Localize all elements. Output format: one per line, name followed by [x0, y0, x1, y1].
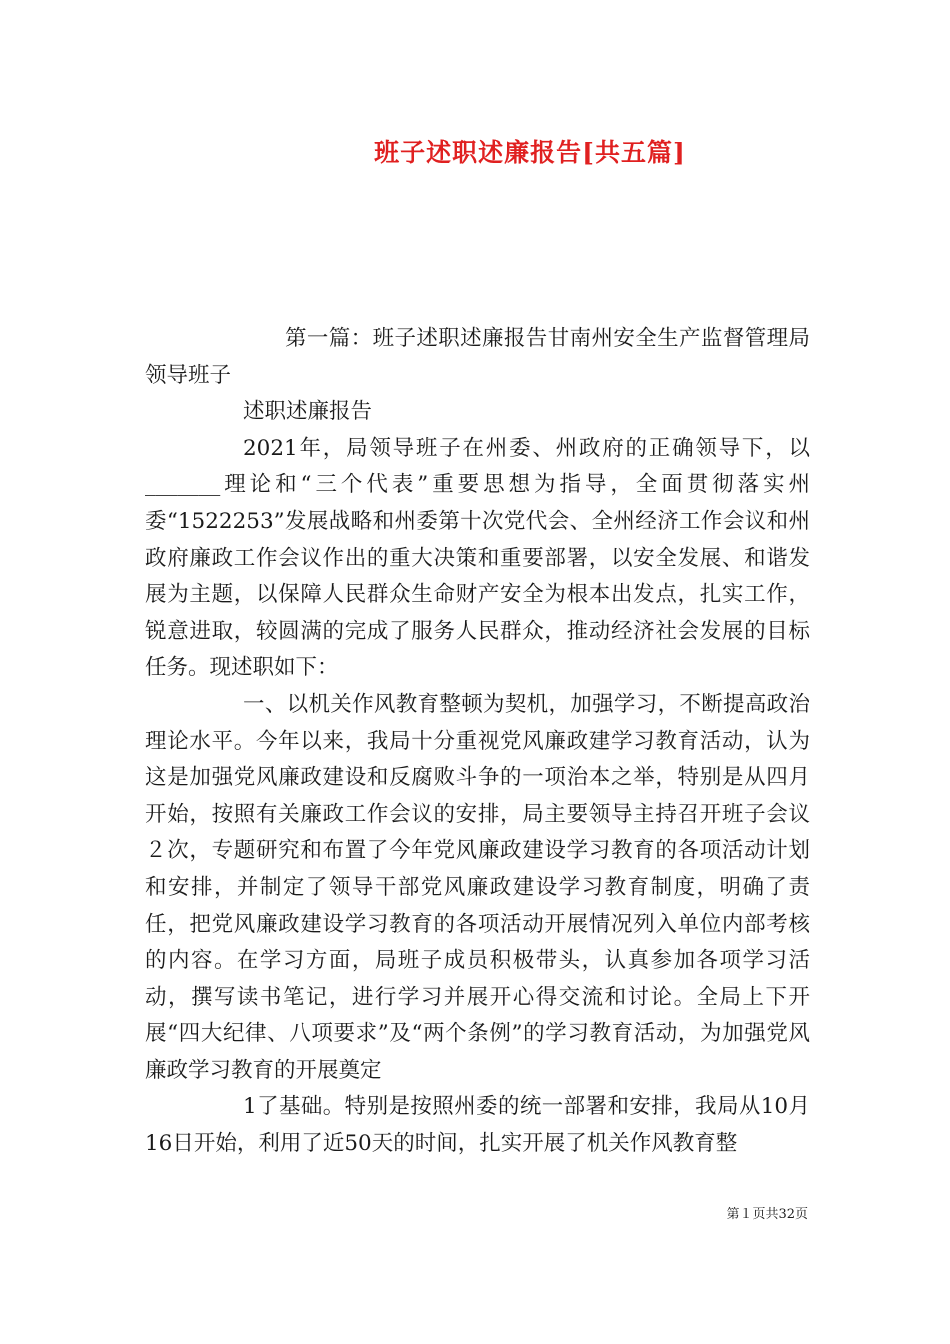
- page-number: 第１页共32页: [726, 1207, 808, 1222]
- document-body: [145, 321, 810, 1163]
- paragraph-intro: 2021年，局领导班子在州委、州政府的正确领导下，以_______理论和“三个代表”重要思想为指导，全面贯彻落实州委“1522253”发展战略和州委第十次党代会、全州经济工作会议和州政府廉政工作会议作出的重大决策和重要部署，以安全发展、和谐发展为主题，以保障人民群众生命财产安全为根本出发点，扎实工作，锐意进取，较圆满的完成了服务人民群众，推动经济社会发展的目标任务。现述职如下：: [145, 435, 810, 681]
- document-title: 班子述职述廉报告[共五篇]: [374, 138, 686, 167]
- paragraph-section-one: 一、以机关作风教育整顿为契机，加强学习，不断提高政治理论水平。今年以来，我局十分重视党风廉政建学习教育活动，认为这是加强党风廉政建设和反腐败斗争的一项治本之举，特别是从四月开始，按照有关廉政工作会议的安排，局主要领导主持召开班子会议２次，专题研究和布置了今年党风廉政建设学习教育的各项活动计划和安排，并制定了领导干部党风廉政建设学习教育制度，明确了责任，把党风廉政建设学习教育的各项活动开展情况列入单位内部考核的内容。在学习方面，局班子成员积极带头，认真参加各项学习活动，撰写读书笔记，进行学习并展开心得交流和讨论。全局上下开展“四大纪律、八项要求”及“两个条例”的学习教育活动，为加强党风廉政学习教育的开展奠定: [145, 691, 810, 1083]
- sub-heading: 述职述廉报告: [243, 399, 373, 425]
- paragraph-continuation: 1了基础。特别是按照州委的统一部署和安排，我局从10月16日开始，利用了近50天的时间，扎实开展了机关作风教育整: [145, 1094, 810, 1157]
- chapter-heading: 第一篇：班子述职述廉报告甘南州安全生产监督管理局领导班子: [145, 326, 810, 388]
